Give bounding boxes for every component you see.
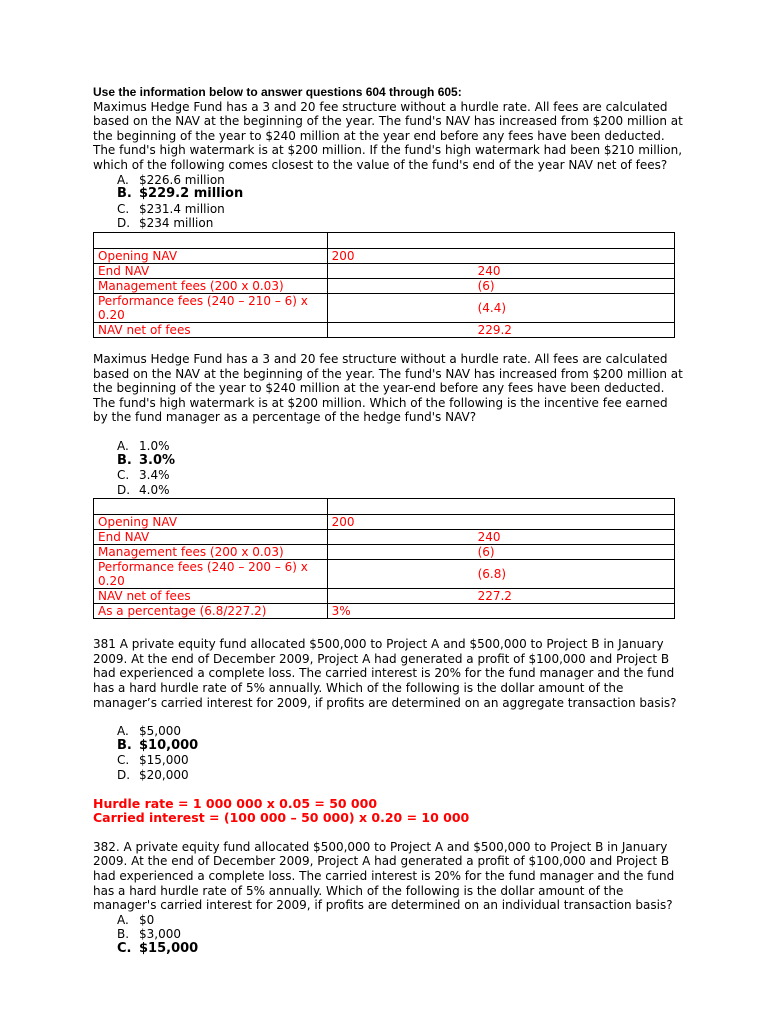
question-381-text: 381 A private equity fund allocated $500,000 to Project A and $500,000 to Project B in January 2009. At the end of December 2009, Project A had generated a profit of $100,000 and Project B had experienced a complete loss. The carried interest is 20% for the fund manager and the fund has a hard hurdle rate of 5% annually. Which of the following is the dollar amount of the manager’s carried interest for 2009, if profits are determined on an aggregate transaction basis?: [93, 637, 677, 710]
option-d: D. $234 million: [117, 216, 214, 231]
option-a: A. 1.0%: [117, 438, 170, 453]
table-row: End NAV 240: [94, 530, 675, 545]
question-605-calc-table: [93, 498, 675, 619]
question-382-options: [93, 913, 683, 957]
option-d: D. $20,000: [117, 768, 189, 783]
option-a: A. $226.6 million: [117, 172, 225, 187]
option-c-answer: C. $15,000: [117, 940, 199, 956]
option-d: D. 4.0%: [117, 482, 170, 497]
table-row: NAV net of fees 229.2: [94, 322, 675, 337]
question-381-options: [93, 724, 683, 782]
option-a: A. $5,000: [117, 724, 181, 739]
solution-carried-interest: Carried interest = (100 000 – 50 000) x 0.20 = 10 000: [93, 810, 470, 826]
question-604-options: [93, 173, 683, 231]
question-605-options: [93, 439, 683, 497]
table-row: Opening NAV 200: [94, 515, 675, 530]
intro-heading: Use the information below to answer questions 604 through 605:: [93, 85, 462, 99]
option-c: C. 3.4%: [117, 468, 170, 483]
table-row: As a percentage (6.8/227.2) 3%: [94, 604, 675, 619]
option-c: C. $15,000: [117, 753, 189, 768]
option-b: B. $3,000: [117, 927, 181, 942]
solution-hurdle-rate: Hurdle rate = 1 000 000 x 0.05 = 50 000: [93, 795, 378, 811]
option-b-answer: B. 3.0%: [117, 452, 176, 468]
table-row: NAV net of fees 227.2: [94, 589, 675, 604]
question-605-text: Maximus Hedge Fund has a 3 and 20 fee structure without a hurdle rate. All fees are calculated based on the NAV at the beginning of the year. The fund's NAV has increased from $200 million at the beginning of the year to $240 million at the year-end before any fees have been deducted. The fund's high watermark is at $200 million. Which of the following is the incentive fee earned by the fund manager as a percentage of the hedge fund's NAV?: [93, 351, 683, 425]
table-row: Performance fees (240 – 200 – 6) x 0.20 (6.8): [94, 560, 675, 589]
table-row: End NAV 240: [94, 263, 675, 278]
option-a: A. $0: [117, 912, 155, 927]
question-382-text: 382. A private equity fund allocated $500,000 to Project A and $500,000 to Project B in January 2009. At the end of December 2009, Project A had generated a profit of $100,000 and Project B had experienced a complete loss. The carried interest is 20% for the fund manager and the fund has a hard hurdle rate of 5% annually. Which of the following is the dollar amount of the manager's carried interest for 2009, if profits are determined on an individual transaction basis?: [93, 839, 675, 913]
table-row: Management fees (200 x 0.03) (6): [94, 545, 675, 560]
question-604-calc-table: [93, 232, 675, 338]
table-row: Management fees (200 x 0.03) (6): [94, 278, 675, 293]
option-c: C. $231.4 million: [117, 201, 225, 216]
option-b-answer: B. $229.2 million: [117, 186, 244, 202]
table-row: Performance fees (240 – 210 – 6) x 0.20 (4.4): [94, 293, 675, 322]
option-b-answer: B. $10,000: [117, 737, 199, 753]
table-row: Opening NAV 200: [94, 248, 675, 263]
question-604-text: Maximus Hedge Fund has a 3 and 20 fee structure without a hurdle rate. All fees are calculated based on the NAV at the beginning of the year. The fund's NAV has increased from $200 million at the beginning of the year to $240 million at the year end before any fees have been deducted. The fund's high watermark is at $200 million. If the fund's high watermark had been $210 million, which of the following comes closest to the value of the fund's end of the year NAV net of fees?: [93, 99, 683, 172]
document-page: [93, 85, 683, 957]
